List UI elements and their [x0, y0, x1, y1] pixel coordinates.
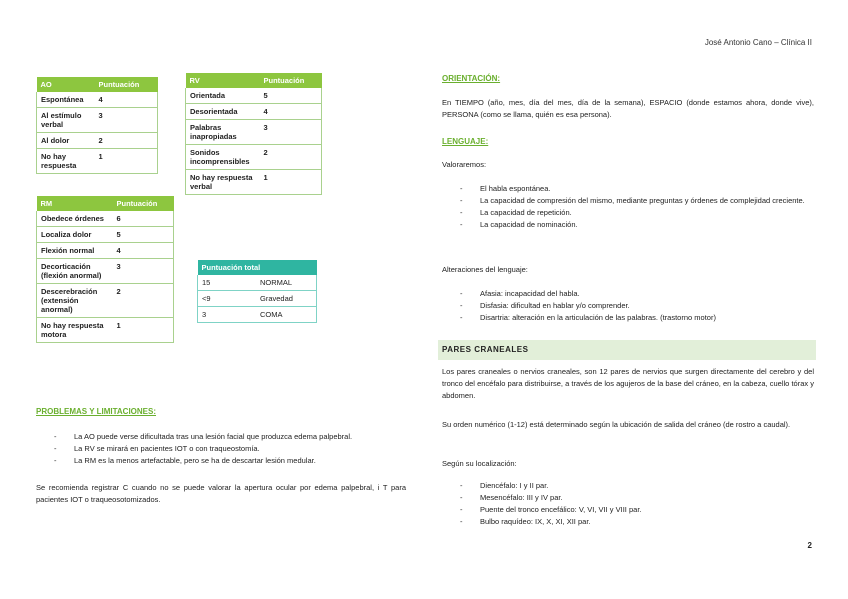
table-cell: 1 [113, 318, 174, 343]
problemas-title: PROBLEMAS Y LIMITACIONES: [36, 407, 157, 416]
table-row [37, 133, 158, 149]
pares-section-band: PARES CRANEALES [438, 340, 816, 360]
rm-header-score: Puntuación [113, 196, 174, 211]
table-cell: <9 [198, 291, 257, 307]
table-cell: Decorticación (flexión anormal) [37, 259, 113, 284]
table-row [186, 145, 322, 170]
table-cell: Localiza dolor [37, 227, 113, 243]
table-cell: 6 [113, 211, 174, 227]
table-cell: Sonidos incomprensibles [186, 145, 260, 170]
table-row [198, 307, 317, 323]
list-item: - Mesencéfalo: III y IV par. [460, 492, 814, 504]
pares-location-title: Según su localización: [442, 459, 517, 468]
table-cell: Obedece órdenes [37, 211, 113, 227]
table-cell: 3 [95, 108, 158, 133]
rm-table [36, 196, 174, 343]
pares-paragraph-2: Su orden numérico (1-12) está determinado según la ubicación de salida del cráneo (de rostro a caudal). [442, 420, 791, 429]
table-row [37, 243, 174, 259]
list-item: - Diencéfalo: I y II par. [460, 480, 814, 492]
table-cell: No hay respuesta verbal [186, 170, 260, 195]
table-row [37, 284, 174, 318]
ao-table [36, 77, 158, 174]
ao-header-score: Puntuación [95, 77, 158, 92]
total-header: Puntuación total [198, 260, 317, 275]
table-cell: 4 [95, 92, 158, 108]
table-cell: Orientada [186, 88, 260, 104]
table-cell: NORMAL [256, 275, 317, 291]
list-item: - Bulbo raquídeo: IX, X, XI, XII par. [460, 516, 814, 528]
table-cell: 5 [113, 227, 174, 243]
table-cell: 15 [198, 275, 257, 291]
problemas-paragraph: Se recomienda registrar C cuando no se puede valorar la apertura ocular por edema palpebral, i T para pacientes IOT o traqueosotomizados. [36, 483, 406, 504]
table-cell: 5 [260, 88, 322, 104]
list-item: - Puente del tronco encefálico: V, VI, VII y VIII par. [460, 504, 814, 516]
table-row [186, 120, 322, 145]
rv-table [185, 73, 322, 195]
table-cell: Espontánea [37, 92, 95, 108]
list-item: - Disartria: alteración en la articulación de las palabras. (trastorno motor) [460, 312, 814, 324]
lenguaje-intro: Valoraremos: [442, 160, 487, 169]
page-number: 2 [807, 541, 812, 550]
table-cell: 2 [260, 145, 322, 170]
list-item: - La RM es la menos artefactable, pero se ha de descartar lesión medular. [54, 455, 414, 467]
table-cell: No hay respuesta motora [37, 318, 113, 343]
table-row [186, 88, 322, 104]
table-cell: 1 [95, 149, 158, 174]
lenguaje-list [460, 183, 814, 231]
lenguaje-title: LENGUAJE: [442, 137, 489, 146]
alteraciones-list [460, 288, 814, 324]
table-cell: 2 [95, 133, 158, 149]
orientacion-text: En TIEMPO (año, mes, día del mes, día de la semana), ESPACIO (donde estamos ahora, donde vive), PERSONA (como se llama, quién es esa persona). [442, 98, 814, 119]
table-row [37, 211, 174, 227]
list-item: - El habla espontánea. [460, 183, 814, 195]
table-cell: 2 [113, 284, 174, 318]
pares-location-list [460, 480, 814, 528]
table-cell: 3 [113, 259, 174, 284]
list-item: - Disfasia: dificultad en hablar y/o comprender. [460, 300, 814, 312]
table-cell: Descerebración (extensión anormal) [37, 284, 113, 318]
table-cell: Desorientada [186, 104, 260, 120]
table-cell: 4 [113, 243, 174, 259]
pares-paragraph-1: Los pares craneales o nervios craneales, son 12 pares de nervios que surgen directamente del cerebro y del tronco del encéfalo para distribuirse, a través de los agujeros de la base del cráneo, en la cabeza, cuello tórax y abdomen. [442, 367, 814, 400]
table-cell: 4 [260, 104, 322, 120]
table-cell: Al estímulo verbal [37, 108, 95, 133]
table-row [37, 318, 174, 343]
list-item: - La AO puede verse dificultada tras una lesión facial que produzca edema palpebral. [54, 431, 414, 443]
table-cell: Flexión normal [37, 243, 113, 259]
list-item: - La capacidad de repetición. [460, 207, 814, 219]
list-item: - La capacidad de compresión del mismo, mediante preguntas y órdenes de complejidad creciente. [460, 195, 814, 207]
table-row [186, 170, 322, 195]
orientacion-title: ORIENTACIÓN: [442, 74, 501, 83]
table-cell: COMA [256, 307, 317, 323]
table-row [37, 259, 174, 284]
table-cell: Gravedad [256, 291, 317, 307]
table-cell: No hay respuesta [37, 149, 95, 174]
table-row [37, 108, 158, 133]
table-row [198, 291, 317, 307]
page-header: José Antonio Cano – Clínica II [704, 38, 812, 47]
problemas-list [54, 431, 414, 467]
table-row [186, 104, 322, 120]
table-cell: Al dolor [37, 133, 95, 149]
table-cell: 3 [260, 120, 322, 145]
rv-header-label: RV [186, 73, 260, 88]
table-row [37, 92, 158, 108]
table-row [37, 149, 158, 174]
list-item: - La capacidad de nominación. [460, 219, 814, 231]
total-table [197, 260, 317, 323]
rm-header-label: RM [37, 196, 113, 211]
table-row [37, 227, 174, 243]
table-cell: 1 [260, 170, 322, 195]
table-row [198, 275, 317, 291]
table-cell: 3 [198, 307, 257, 323]
list-item: - Afasia: incapacidad del habla. [460, 288, 814, 300]
alteraciones-title: Alteraciones del lenguaje: [442, 265, 528, 274]
ao-header-label: AO [37, 77, 95, 92]
table-cell: Palabras inapropiadas [186, 120, 260, 145]
rv-header-score: Puntuación [260, 73, 322, 88]
list-item: - La RV se mirará en pacientes IOT o con traqueostomía. [54, 443, 414, 455]
